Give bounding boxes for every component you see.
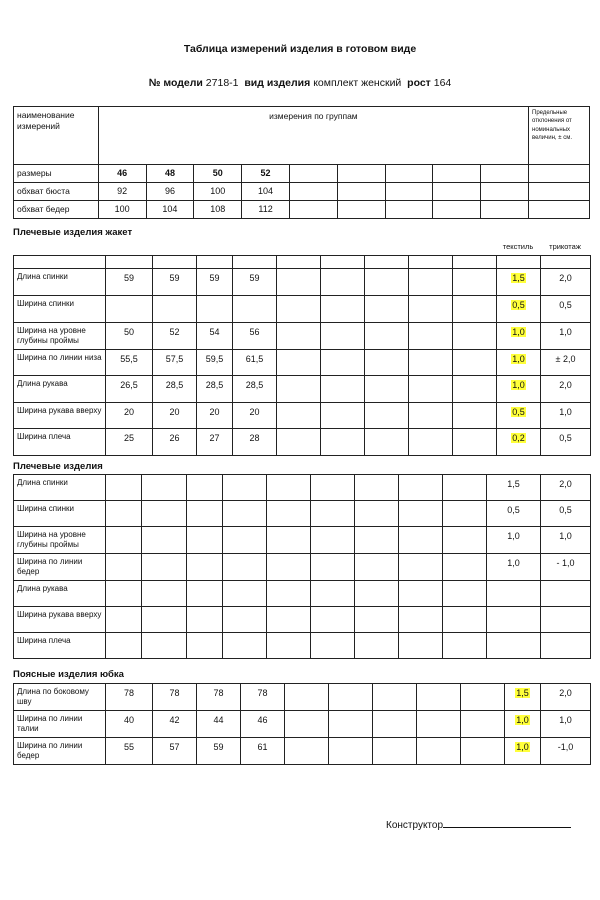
knit-tolerance: - 1,0 (541, 554, 591, 581)
cell-value: 78 (241, 684, 285, 711)
cell-value (187, 554, 223, 581)
cell-value (409, 403, 453, 429)
cell-value: 57,5 (153, 350, 197, 376)
textile-tolerance (497, 403, 541, 429)
cell-value (197, 296, 233, 323)
knit-tolerance: 2,0 (541, 684, 591, 711)
cell-value: 40 (106, 711, 153, 738)
cell-value (365, 403, 409, 429)
row-label: Длина рукава (14, 376, 106, 403)
cell-value: 52 (153, 323, 197, 350)
knit-tolerance: -1,0 (541, 738, 591, 765)
height-value: 164 (433, 77, 452, 89)
textile-value: 1,0 (512, 380, 525, 390)
cell-value: 104 (242, 182, 290, 200)
row-label: Ширина на уровне глубины проймы (14, 527, 106, 554)
cell-value (187, 633, 223, 659)
main-measurements-table (13, 106, 590, 219)
cell-value (223, 633, 267, 659)
row-label: Ширина по линии низа (14, 350, 106, 376)
cell-value: 92 (98, 182, 146, 200)
cell-value (223, 527, 267, 554)
table-row (14, 607, 591, 633)
table-row (14, 711, 591, 738)
textile-tolerance (497, 350, 541, 376)
table-row (14, 527, 591, 554)
cell-value: 59 (197, 269, 233, 296)
row-label: Ширина по линии талии (14, 711, 106, 738)
table-row (14, 475, 591, 501)
table-row (14, 269, 591, 296)
textile-value: 1,5 (516, 688, 529, 698)
size-50: 50 (194, 165, 242, 183)
cell-value: 54 (197, 323, 233, 350)
textile-tolerance (487, 581, 541, 607)
table-row (14, 376, 591, 403)
row-label: обхват бедер (14, 200, 99, 218)
height-label: рост (407, 77, 431, 89)
cell-value (267, 633, 311, 659)
cell-value (267, 554, 311, 581)
col-textile-header: текстиль (502, 242, 534, 251)
cell-value (277, 403, 321, 429)
cell-value (223, 554, 267, 581)
cell-value (142, 475, 187, 501)
cell-value (311, 554, 355, 581)
table-row (14, 581, 591, 607)
cell-value (453, 323, 497, 350)
size-52: 52 (242, 165, 290, 183)
cell-value (443, 607, 487, 633)
cell-value (321, 350, 365, 376)
cell-value (355, 527, 399, 554)
cell-value: 26,5 (106, 376, 153, 403)
cell-value (106, 554, 142, 581)
cell-value (321, 323, 365, 350)
cell-value (453, 350, 497, 376)
cell-value (355, 607, 399, 633)
cell-value (277, 269, 321, 296)
cell-value (399, 527, 443, 554)
table-row (14, 633, 591, 659)
knit-tolerance: 0,5 (541, 429, 591, 456)
cell-value (106, 475, 142, 501)
cell-value (267, 527, 311, 554)
cell-value (409, 376, 453, 403)
table-row (14, 200, 590, 218)
cell-value (453, 429, 497, 456)
cell-value: 59 (233, 269, 277, 296)
constructor-label: Конструктор (386, 820, 444, 831)
cell-value (223, 581, 267, 607)
cell-value: 26 (153, 429, 197, 456)
knit-tolerance (541, 607, 591, 633)
cell-value: 59,5 (197, 350, 233, 376)
cell-value (223, 607, 267, 633)
cell-value: 96 (146, 182, 194, 200)
cell-value (187, 501, 223, 527)
cell-value: 28,5 (233, 376, 277, 403)
cell-value (277, 323, 321, 350)
row-label: Ширина спинки (14, 501, 106, 527)
knit-tolerance: 1,0 (541, 403, 591, 429)
textile-tolerance (487, 633, 541, 659)
cell-value (187, 581, 223, 607)
cell-value: 20 (197, 403, 233, 429)
cell-value (321, 403, 365, 429)
knit-tolerance (541, 633, 591, 659)
cell-value: 46 (241, 711, 285, 738)
row-label: Ширина на уровне глубины проймы (14, 323, 106, 350)
cell-value: 55 (106, 738, 153, 765)
row-label: Ширина по линии бедер (14, 554, 106, 581)
textile-tolerance (497, 429, 541, 456)
document-title: Таблица измерений изделия в готовом виде (183, 43, 417, 55)
table-row (14, 684, 591, 711)
model-line (0, 77, 600, 89)
cell-value (329, 738, 373, 765)
cell-value (267, 501, 311, 527)
cell-value (355, 554, 399, 581)
cell-value: 78 (197, 684, 241, 711)
cell-value (329, 711, 373, 738)
shoulder-section-title: Плечевые изделия (13, 461, 103, 472)
cell-value (443, 633, 487, 659)
cell-value (187, 527, 223, 554)
knit-tolerance: 2,0 (541, 376, 591, 403)
row-label: Длина спинки (14, 269, 106, 296)
cell-value (267, 581, 311, 607)
row-label: Ширина плеча (14, 633, 106, 659)
cell-value (223, 501, 267, 527)
textile-tolerance (487, 607, 541, 633)
cell-value: 25 (106, 429, 153, 456)
cell-value (277, 296, 321, 323)
cell-value (365, 269, 409, 296)
cell-value (409, 429, 453, 456)
cell-value (311, 581, 355, 607)
textile-tolerance (497, 376, 541, 403)
cell-value: 20 (153, 403, 197, 429)
table-row (14, 296, 591, 323)
cell-value (453, 403, 497, 429)
cell-value: 28,5 (153, 376, 197, 403)
textile-value: 1,5 (507, 479, 520, 489)
textile-value: 1,0 (516, 742, 529, 752)
cell-value: 27 (197, 429, 233, 456)
cell-value: 42 (153, 711, 197, 738)
textile-value: 0,5 (512, 300, 525, 310)
size-48: 48 (146, 165, 194, 183)
knit-tolerance: 1,0 (541, 527, 591, 554)
cell-value (321, 429, 365, 456)
table-row (14, 350, 591, 376)
jacket-section-title: Плечевые изделия жакет (13, 227, 133, 238)
cell-value (233, 296, 277, 323)
cell-value: 104 (146, 200, 194, 218)
table-row (14, 501, 591, 527)
textile-value: 1,0 (507, 531, 520, 541)
cell-value: 44 (197, 711, 241, 738)
cell-value: 112 (242, 200, 290, 218)
cell-value: 59 (153, 269, 197, 296)
cell-value (417, 711, 461, 738)
cell-value: 20 (106, 403, 153, 429)
skirt-table (13, 683, 591, 765)
cell-value (321, 269, 365, 296)
textile-value: 0,5 (512, 407, 525, 417)
cell-value (453, 269, 497, 296)
cell-value (443, 581, 487, 607)
cell-value (365, 296, 409, 323)
textile-value: 0,2 (512, 433, 525, 443)
cell-value (399, 501, 443, 527)
table-row (14, 403, 591, 429)
cell-value: 20 (233, 403, 277, 429)
table-row (14, 738, 591, 765)
cell-value (311, 475, 355, 501)
textile-tolerance (487, 527, 541, 554)
textile-tolerance (487, 475, 541, 501)
cell-value (453, 296, 497, 323)
textile-tolerance (497, 269, 541, 296)
cell-value (311, 607, 355, 633)
cell-value (106, 296, 153, 323)
row-label: Ширина спинки (14, 296, 106, 323)
table-row (14, 429, 591, 456)
cell-value (461, 711, 505, 738)
cell-value (153, 296, 197, 323)
constructor-signature (386, 818, 571, 831)
textile-tolerance (497, 296, 541, 323)
textile-value: 1,0 (507, 558, 520, 568)
name-header: наименование измерений (14, 107, 99, 165)
row-label: Длина рукава (14, 581, 106, 607)
cell-value (365, 429, 409, 456)
cell-value (187, 475, 223, 501)
cell-value (106, 581, 142, 607)
cell-value: 55,5 (106, 350, 153, 376)
cell-value: 59 (197, 738, 241, 765)
cell-value: 78 (153, 684, 197, 711)
cell-value (443, 527, 487, 554)
cell-value (267, 607, 311, 633)
cell-value (329, 684, 373, 711)
knit-tolerance (541, 581, 591, 607)
textile-tolerance (505, 738, 541, 765)
cell-value: 108 (194, 200, 242, 218)
cell-value: 78 (106, 684, 153, 711)
cell-value (355, 501, 399, 527)
cell-value (443, 475, 487, 501)
cell-value (311, 527, 355, 554)
textile-tolerance (505, 684, 541, 711)
col-knit-header: трикотаж (549, 242, 581, 251)
cell-value (311, 501, 355, 527)
cell-value (409, 269, 453, 296)
cell-value (223, 475, 267, 501)
cell-value: 56 (233, 323, 277, 350)
cell-value (106, 527, 142, 554)
textile-value: 0,5 (507, 505, 520, 515)
type-label: вид изделия (244, 77, 311, 89)
knit-tolerance: 1,0 (541, 711, 591, 738)
cell-value (453, 376, 497, 403)
cell-value (443, 554, 487, 581)
cell-value: 100 (194, 182, 242, 200)
cell-value (399, 581, 443, 607)
cell-value (365, 350, 409, 376)
cell-value (267, 475, 311, 501)
table-row (14, 182, 590, 200)
cell-value: 59 (106, 269, 153, 296)
cell-value: 28,5 (197, 376, 233, 403)
cell-value: 28 (233, 429, 277, 456)
row-label: Ширина по линии бедер (14, 738, 106, 765)
cell-value (461, 684, 505, 711)
cell-value (399, 633, 443, 659)
shoulder-table (13, 474, 591, 659)
cell-value (142, 527, 187, 554)
row-label: обхват бюста (14, 182, 99, 200)
cell-value (373, 738, 417, 765)
textile-value: 1,5 (512, 273, 525, 283)
row-label: Длина по боковому шву (14, 684, 106, 711)
cell-value (142, 554, 187, 581)
table-row (14, 323, 591, 350)
deviation-header: Предельные отклонения от номинальных величин, ± см. (529, 107, 590, 165)
textile-value: 1,0 (512, 327, 525, 337)
sizes-label: размеры (14, 165, 99, 183)
cell-value (142, 501, 187, 527)
knit-tolerance: 0,5 (541, 501, 591, 527)
groups-header: измерения по группам (98, 107, 528, 165)
cell-value (277, 350, 321, 376)
textile-tolerance (487, 501, 541, 527)
cell-value (285, 711, 329, 738)
signature-line (443, 818, 571, 828)
cell-value (106, 633, 142, 659)
cell-value (355, 633, 399, 659)
row-label: Ширина рукава вверху (14, 403, 106, 429)
cell-value (417, 684, 461, 711)
cell-value (106, 501, 142, 527)
cell-value (277, 429, 321, 456)
knit-tolerance: 0,5 (541, 296, 591, 323)
textile-tolerance (497, 323, 541, 350)
cell-value: 57 (153, 738, 197, 765)
type-value: комплект женский (313, 77, 402, 89)
cell-value (277, 376, 321, 403)
cell-value (321, 376, 365, 403)
cell-value (321, 296, 365, 323)
cell-value (355, 475, 399, 501)
cell-value (461, 738, 505, 765)
cell-value (373, 711, 417, 738)
row-label: Ширина рукава вверху (14, 607, 106, 633)
row-label: Ширина плеча (14, 429, 106, 456)
textile-tolerance (487, 554, 541, 581)
cell-value (311, 633, 355, 659)
cell-value (409, 323, 453, 350)
cell-value (373, 684, 417, 711)
cell-value (399, 554, 443, 581)
cell-value: 61 (241, 738, 285, 765)
model-label: № модели (148, 77, 203, 89)
model-value: 2718-1 (205, 77, 239, 89)
cell-value: 50 (106, 323, 153, 350)
cell-value (187, 607, 223, 633)
knit-tolerance: 2,0 (541, 269, 591, 296)
size-46: 46 (98, 165, 146, 183)
knit-tolerance: 2,0 (541, 475, 591, 501)
textile-value: 1,0 (512, 354, 525, 364)
cell-value (443, 501, 487, 527)
cell-value (285, 684, 329, 711)
row-label: Длина спинки (14, 475, 106, 501)
cell-value: 61,5 (233, 350, 277, 376)
cell-value (365, 323, 409, 350)
cell-value (142, 581, 187, 607)
cell-value (399, 607, 443, 633)
jacket-table (13, 255, 591, 456)
textile-value: 1,0 (516, 715, 529, 725)
cell-value (409, 296, 453, 323)
cell-value (365, 376, 409, 403)
cell-value (399, 475, 443, 501)
cell-value: 100 (98, 200, 146, 218)
cell-value (142, 633, 187, 659)
cell-value (142, 607, 187, 633)
knit-tolerance: ± 2,0 (541, 350, 591, 376)
cell-value (409, 350, 453, 376)
cell-value (417, 738, 461, 765)
table-row (14, 554, 591, 581)
cell-value (106, 607, 142, 633)
textile-tolerance (505, 711, 541, 738)
cell-value (355, 581, 399, 607)
knit-tolerance: 1,0 (541, 323, 591, 350)
cell-value (285, 738, 329, 765)
skirt-section-title: Поясные изделия юбка (13, 669, 124, 680)
